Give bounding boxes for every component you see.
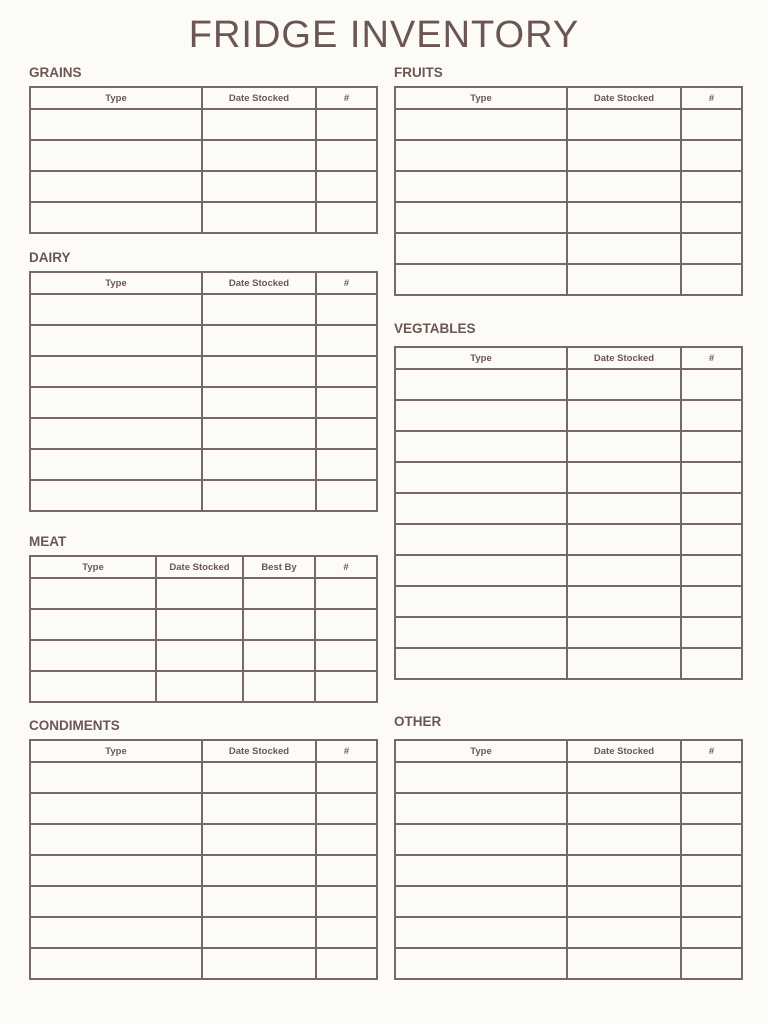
- entry-cell[interactable]: [316, 855, 377, 886]
- table-row: [395, 493, 742, 524]
- fruits-table: [394, 86, 743, 296]
- entry-cell[interactable]: [567, 555, 681, 586]
- entry-cell[interactable]: [681, 586, 742, 617]
- entry-cell[interactable]: [316, 418, 377, 449]
- entry-cell[interactable]: [30, 449, 202, 480]
- grains-title: GRAINS: [29, 65, 82, 80]
- entry-cell[interactable]: [395, 171, 567, 202]
- entry-cell[interactable]: [395, 555, 567, 586]
- entry-cell[interactable]: [681, 171, 742, 202]
- vegtables-title: VEGTABLES: [394, 321, 476, 336]
- table-row: [30, 948, 377, 979]
- entry-cell[interactable]: [315, 671, 377, 702]
- entry-cell[interactable]: [243, 609, 315, 640]
- entry-cell[interactable]: [202, 418, 316, 449]
- entry-cell[interactable]: [681, 855, 742, 886]
- entry-cell[interactable]: [316, 948, 377, 979]
- meat-title: MEAT: [29, 534, 67, 549]
- table-row: [30, 578, 377, 609]
- entry-cell[interactable]: [681, 369, 742, 400]
- table-header-row: [395, 87, 742, 109]
- condiments-title: CONDIMENTS: [29, 718, 120, 733]
- table-row: [30, 356, 377, 387]
- entry-cell[interactable]: [567, 886, 681, 917]
- entry-cell[interactable]: [30, 480, 202, 511]
- entry-cell[interactable]: [243, 578, 315, 609]
- entry-cell[interactable]: [681, 824, 742, 855]
- table-header-row: [30, 556, 377, 578]
- entry-cell[interactable]: [395, 824, 567, 855]
- entry-cell[interactable]: [681, 762, 742, 793]
- entry-cell[interactable]: [395, 886, 567, 917]
- entry-cell[interactable]: [316, 480, 377, 511]
- entry-cell[interactable]: [30, 578, 156, 609]
- table-row: [395, 109, 742, 140]
- entry-cell[interactable]: [567, 524, 681, 555]
- column-header: #: [681, 347, 742, 369]
- other-title: OTHER: [394, 714, 442, 729]
- table-row: [30, 140, 377, 171]
- column-header: Type: [30, 272, 202, 294]
- entry-cell[interactable]: [202, 793, 316, 824]
- entry-cell[interactable]: [30, 824, 202, 855]
- table-row: [30, 855, 377, 886]
- entry-cell[interactable]: [316, 387, 377, 418]
- meat-table: [29, 555, 378, 703]
- column-header: Type: [30, 556, 156, 578]
- entry-cell[interactable]: [243, 671, 315, 702]
- entry-cell[interactable]: [316, 109, 377, 140]
- table-row: [30, 609, 377, 640]
- entry-cell[interactable]: [681, 233, 742, 264]
- condiments-table: [29, 739, 378, 980]
- entry-cell[interactable]: [681, 555, 742, 586]
- entry-cell[interactable]: [681, 462, 742, 493]
- entry-cell[interactable]: [315, 578, 377, 609]
- entry-cell[interactable]: [681, 202, 742, 233]
- table-row: [30, 449, 377, 480]
- entry-cell[interactable]: [30, 171, 202, 202]
- entry-cell[interactable]: [395, 109, 567, 140]
- entry-cell[interactable]: [316, 449, 377, 480]
- table-row: [30, 917, 377, 948]
- table-row: [395, 555, 742, 586]
- entry-cell[interactable]: [567, 648, 681, 679]
- column-header: Type: [30, 740, 202, 762]
- entry-cell[interactable]: [30, 762, 202, 793]
- column-header: Type: [30, 87, 202, 109]
- entry-cell[interactable]: [316, 793, 377, 824]
- table-header-row: [30, 272, 377, 294]
- entry-cell[interactable]: [30, 140, 202, 171]
- entry-cell[interactable]: [316, 356, 377, 387]
- entry-cell[interactable]: [30, 917, 202, 948]
- table-row: [395, 824, 742, 855]
- entry-cell[interactable]: [202, 762, 316, 793]
- entry-cell[interactable]: [681, 917, 742, 948]
- dairy-table: [29, 271, 378, 512]
- column-header: Date Stocked: [202, 87, 316, 109]
- entry-cell[interactable]: [567, 493, 681, 524]
- entry-cell[interactable]: [316, 762, 377, 793]
- table-row: [30, 640, 377, 671]
- entry-cell[interactable]: [316, 886, 377, 917]
- column-header: Date Stocked: [156, 556, 243, 578]
- entry-cell[interactable]: [681, 109, 742, 140]
- entry-cell[interactable]: [315, 640, 377, 671]
- entry-cell[interactable]: [30, 609, 156, 640]
- entry-cell[interactable]: [681, 524, 742, 555]
- table-row: [30, 671, 377, 702]
- entry-cell[interactable]: [395, 762, 567, 793]
- entry-cell[interactable]: [156, 609, 243, 640]
- entry-cell[interactable]: [395, 369, 567, 400]
- entry-cell[interactable]: [567, 264, 681, 295]
- entry-cell[interactable]: [316, 325, 377, 356]
- table-row: [395, 524, 742, 555]
- entry-cell[interactable]: [395, 400, 567, 431]
- entry-cell[interactable]: [567, 462, 681, 493]
- entry-cell[interactable]: [567, 617, 681, 648]
- column-header: #: [315, 556, 377, 578]
- table-row: [395, 431, 742, 462]
- column-header: Date Stocked: [567, 740, 681, 762]
- column-header: #: [681, 740, 742, 762]
- entry-cell[interactable]: [30, 855, 202, 886]
- entry-cell[interactable]: [202, 356, 316, 387]
- entry-cell[interactable]: [316, 171, 377, 202]
- column-header: Type: [395, 740, 567, 762]
- entry-cell[interactable]: [202, 917, 316, 948]
- entry-cell[interactable]: [395, 264, 567, 295]
- entry-cell[interactable]: [681, 431, 742, 462]
- table-row: [30, 793, 377, 824]
- page-title: FRIDGE INVENTORY: [188, 14, 580, 56]
- entry-cell[interactable]: [202, 387, 316, 418]
- table-header-row: [395, 740, 742, 762]
- entry-cell[interactable]: [567, 431, 681, 462]
- fruits-title: FRUITS: [394, 65, 443, 80]
- entry-cell[interactable]: [202, 294, 316, 325]
- entry-cell[interactable]: [567, 400, 681, 431]
- table-row: [395, 793, 742, 824]
- table-row: [395, 140, 742, 171]
- entry-cell[interactable]: [567, 824, 681, 855]
- entry-cell[interactable]: [681, 400, 742, 431]
- table-row: [30, 171, 377, 202]
- entry-cell[interactable]: [316, 824, 377, 855]
- table-row: [30, 824, 377, 855]
- entry-cell[interactable]: [30, 356, 202, 387]
- table-row: [30, 762, 377, 793]
- table-row: [30, 387, 377, 418]
- entry-cell[interactable]: [395, 586, 567, 617]
- entry-cell[interactable]: [395, 948, 567, 979]
- entry-cell[interactable]: [395, 493, 567, 524]
- entry-cell[interactable]: [202, 449, 316, 480]
- table-row: [395, 586, 742, 617]
- table-row: [395, 171, 742, 202]
- vegtables-table: [394, 346, 743, 680]
- entry-cell[interactable]: [395, 793, 567, 824]
- entry-cell[interactable]: [202, 480, 316, 511]
- entry-cell[interactable]: [30, 640, 156, 671]
- entry-cell[interactable]: [567, 171, 681, 202]
- entry-cell[interactable]: [30, 418, 202, 449]
- entry-cell[interactable]: [156, 671, 243, 702]
- entry-cell[interactable]: [30, 294, 202, 325]
- entry-cell[interactable]: [30, 886, 202, 917]
- entry-cell[interactable]: [567, 793, 681, 824]
- table-row: [395, 648, 742, 679]
- table-row: [395, 202, 742, 233]
- column-header: Date Stocked: [202, 740, 316, 762]
- table-row: [395, 917, 742, 948]
- entry-cell[interactable]: [30, 671, 156, 702]
- entry-cell[interactable]: [681, 617, 742, 648]
- entry-cell[interactable]: [30, 387, 202, 418]
- entry-cell[interactable]: [567, 369, 681, 400]
- entry-cell[interactable]: [202, 109, 316, 140]
- entry-cell[interactable]: [202, 202, 316, 233]
- grains-table: [29, 86, 378, 234]
- entry-cell[interactable]: [567, 762, 681, 793]
- entry-cell[interactable]: [567, 233, 681, 264]
- entry-cell[interactable]: [395, 431, 567, 462]
- entry-cell[interactable]: [567, 917, 681, 948]
- entry-cell[interactable]: [30, 325, 202, 356]
- entry-cell[interactable]: [681, 264, 742, 295]
- entry-cell[interactable]: [243, 640, 315, 671]
- column-header: Type: [395, 347, 567, 369]
- table-row: [30, 109, 377, 140]
- column-header: Date Stocked: [202, 272, 316, 294]
- entry-cell[interactable]: [567, 109, 681, 140]
- dairy-title: DAIRY: [29, 250, 71, 265]
- entry-cell[interactable]: [156, 578, 243, 609]
- entry-cell[interactable]: [681, 793, 742, 824]
- column-header: #: [316, 740, 377, 762]
- entry-cell[interactable]: [202, 886, 316, 917]
- entry-cell[interactable]: [567, 855, 681, 886]
- entry-cell[interactable]: [202, 140, 316, 171]
- entry-cell[interactable]: [30, 109, 202, 140]
- table-row: [395, 948, 742, 979]
- entry-cell[interactable]: [567, 140, 681, 171]
- entry-cell[interactable]: [395, 462, 567, 493]
- table-row: [395, 369, 742, 400]
- entry-cell[interactable]: [395, 617, 567, 648]
- entry-cell[interactable]: [395, 917, 567, 948]
- entry-cell[interactable]: [681, 648, 742, 679]
- entry-cell[interactable]: [316, 294, 377, 325]
- column-header: #: [316, 87, 377, 109]
- table-row: [30, 418, 377, 449]
- column-header: #: [316, 272, 377, 294]
- entry-cell[interactable]: [202, 171, 316, 202]
- table-row: [395, 400, 742, 431]
- entry-cell[interactable]: [681, 886, 742, 917]
- column-header: Date Stocked: [567, 87, 681, 109]
- table-header-row: [30, 87, 377, 109]
- table-row: [30, 480, 377, 511]
- table-row: [30, 325, 377, 356]
- entry-cell[interactable]: [30, 948, 202, 979]
- entry-cell[interactable]: [316, 917, 377, 948]
- table-row: [395, 762, 742, 793]
- entry-cell[interactable]: [30, 202, 202, 233]
- entry-cell[interactable]: [202, 948, 316, 979]
- column-header: Type: [395, 87, 567, 109]
- entry-cell[interactable]: [395, 648, 567, 679]
- table-row: [395, 462, 742, 493]
- table-row: [395, 233, 742, 264]
- column-header: Date Stocked: [567, 347, 681, 369]
- entry-cell[interactable]: [202, 325, 316, 356]
- column-header: #: [681, 87, 742, 109]
- entry-cell[interactable]: [395, 855, 567, 886]
- table-row: [395, 855, 742, 886]
- entry-cell[interactable]: [315, 609, 377, 640]
- table-row: [30, 202, 377, 233]
- table-header-row: [395, 347, 742, 369]
- entry-cell[interactable]: [567, 586, 681, 617]
- entry-cell[interactable]: [681, 140, 742, 171]
- other-table: [394, 739, 743, 980]
- entry-cell[interactable]: [681, 493, 742, 524]
- table-row: [395, 264, 742, 295]
- entry-cell[interactable]: [567, 948, 681, 979]
- entry-cell[interactable]: [395, 202, 567, 233]
- table-row: [395, 617, 742, 648]
- entry-cell[interactable]: [395, 140, 567, 171]
- entry-cell[interactable]: [156, 640, 243, 671]
- entry-cell[interactable]: [30, 793, 202, 824]
- table-header-row: [30, 740, 377, 762]
- entry-cell[interactable]: [202, 824, 316, 855]
- table-row: [395, 886, 742, 917]
- table-row: [30, 294, 377, 325]
- table-row: [30, 886, 377, 917]
- column-header: Best By: [243, 556, 315, 578]
- entry-cell[interactable]: [316, 202, 377, 233]
- entry-cell[interactable]: [202, 855, 316, 886]
- entry-cell[interactable]: [395, 524, 567, 555]
- entry-cell[interactable]: [395, 233, 567, 264]
- entry-cell[interactable]: [316, 140, 377, 171]
- entry-cell[interactable]: [567, 202, 681, 233]
- entry-cell[interactable]: [681, 948, 742, 979]
